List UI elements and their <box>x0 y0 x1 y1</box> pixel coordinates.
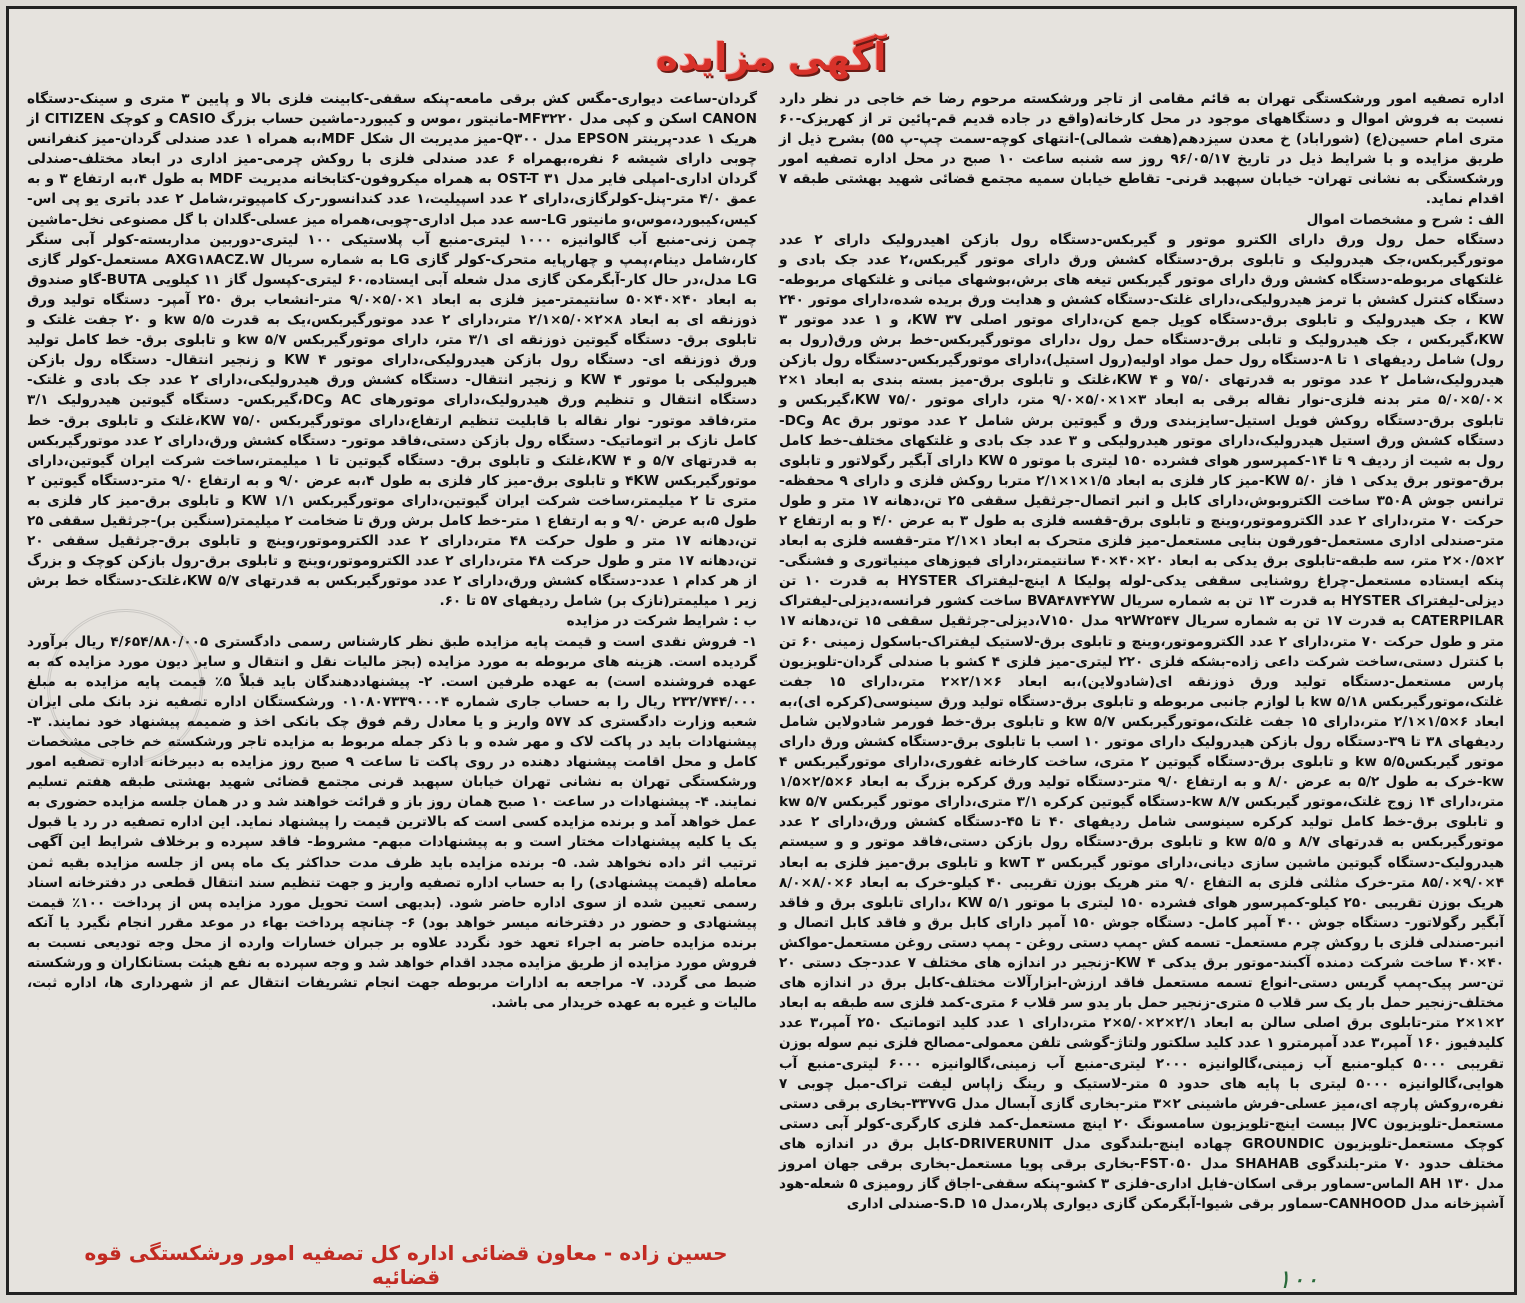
section-a-text-continued: گردان-ساعت دیواری-مگس کش برقی مامعه-پنکه سقفی-کابینت فلزی بالا و پایین ۳ متری و سینک-دستگاه CANON اسکن و کپی مدل MF۳۲۲۰-مانیتور ،موس و کیبورد-ماشین حساب بزرگ CASIO و کوچک CITIZEN از هریک ۱ عدد-پرینتر EPSON مدل Q۳۰۰-میز مدیریت ال شکل MDF،به همراه ۱ عدد صندلی گردان-میز کنفرانس چوبی دارای شیشه ۶ نفره،بهمراه ۶ عدد صندلی فلزی با روکش چرمی-میز اداری در ابعاد مختلف-صندلی گردان اداری-امپلی فایر مدل OST-T ۳۱ به همراه میکروفون-کتابخانه مدیریت MDF به طول ۴،به ارتفاع ۳ و به عمق ۴/۰ متر-پنل-کولرگازی،دارای ۲ عدد اسپیلیت،۱ عدد کندانسور-رک کامپیوتر،شامل ۲ عدد باتری یو پی اس-کیس،کیبورد،موس،و مانیتور LG-سه عدد مبل اداری-چوبی،همراه میز عسلی-گلدان با گل مصنوعی نخل-ماشین چمن زنی-منبع آب گالوانیزه ۱۰۰۰ لیتری-منبع آب پلاستیکی ۱۰۰ لیتری-دوربین مداربسته-کولر آبی سنگر کار،شامل دینام،پمپ و چهارپایه متحرک-کولر گازی LG به شماره سریال AXG۱۸ACZ.W مستعمل-کولر گازی LG مدل،در حال کار-آبگرمکن گازی مدل شعله آبی ایستاده،۶۰ لیتری-کپسول گاز ۱۱ کیلویی BUTA-گاو صندوق به ابعاد ۴۰×۴۰×۵۰ سانتیمتر-میز فلزی به ابعاد ۱×۵/۰×۹/۰ متر-انشعاب برق ۲۵۰ آمپر- دستگاه تولید ورق ذوزنقه ای به ابعاد ۸×۲×۵/۰×۲/۱ متر،دارای ۲ عدد موتورگیربکس،یک به قدرت kw ۵/۵ و ۲۰ جفت غلتک و تابلوی برق- دستگاه گیوتین ذوزنقه ای ۳/۱ متر، دارای موتورگیربکس kw ۵/۷ و تابلوی برق- خط کامل تولید ورق ذوزنقه ای- دستگاه رول بازکن هیدرولیکی،دارای موتور KW ۴ و زنجیر انتقال- دستگاه رول بازکن هیرولیکی با موتور ۴ KW و زنجیر انتقال- دستگاه کشش ورق هیدرولیکی،دارای ۲ عدد جک بادی و غلتک- دستگاه انتقال و تنظیم ورق هیدرولیک،دارای موتورهای AC وDC،گیربکس- دستگاه گیوتین هیدرولیک ۳/۱ متر،فاقد موتور- نوار نقاله با قابلیت تنظیم ارتفاع،دارای موتورگیربکس ۷۵/۰ KW،غلتک و تابلوی برق- خط کامل نازک بر اتوماتیک- دستگاه رول بازکن دستی،فاقد موتور- دستگاه کشش ورق،دارای ۲ عدد موتورگیربکس به قدرتهای ۵/۷ و ۴ KW،غلتک و تابلوی برق- دستگاه گیوتین تا ۱ میلیمتر،ساخت شرکت ایران گیوتین،دارای موتورگیربکس ۴KW و تابلوی برق-میز کار فلزی به طول ۴،به عرض ۹/۰ و به ارتفاع ۹/۰ متر-دستگاه گیوتین ۲ متری تا ۲ میلیمتر،ساخت شرکت ایران گیوتین،دارای موتورگیربکس ۱/۱ KW و تابلوی برق-میز کار فلزی به طول ۵،به عرض ۹/۰ و به ارتفاع ۱ متر-خط کامل برش ورق تا ضخامت ۲ میلیمتر(سنگین بر)-جرثقیل سقفی ۲۵ تن،دهانه ۱۷ متر و طول حرکت ۴۸ متر،دارای ۲ عدد الکتروموتور،وینچ و تابلوی برق-جرثقیل سقفی ۲۰ تن،دهانه ۱۷ متر و طول حرکت ۴۸ متر،دارای ۲ عدد الکتروموتور،وینچ و تابلوی برق-رول بازکن کوچک و بزرگ از هر کدام ۱ عدد-دستگاه کشش ورق،دارای ۲ عدد موتورگیربکس به قدرتهای ۵/۷ KW،غلتک-دستگاه خط برش زیر ۱ میلیمتر(نازک بر) شامل ردیفهای ۵۷ تا ۶۰. <box>27 91 758 610</box>
right-column <box>779 89 1504 1214</box>
notice-title: آگهی مزایده <box>655 35 887 79</box>
notice-title-banner <box>651 27 891 87</box>
section-b-heading: ب : شرایط شرکت در مزایده <box>566 613 757 630</box>
handwritten-mark: ۱۰۰ <box>1277 1265 1319 1295</box>
section-b-text: ۱- فروش نقدی است و قیمت پایه مزایده طبق نظر کارشناس رسمی دادگستری ۴/۶۵۴/۸۸۰/۰۰۵ ریال برآورد گردیده است. هزینه های مربوطه به مورد مزایده (بجز مالیات نقل و انتقال و سایر دیون مورد مزایده که به عهده فروشنده است) به عهده طرفین است. ۲- پیشنهاددهندگان باید قبلاً ۵٪ قیمت پایه مزایده به مبلغ ۲۳۲/۷۴۴/۰۰۰ ریال را به حساب جاری شماره ۰۱۰۸۰۷۳۳۹۰۰۰۴ ورشکستگان اداره تصفیه نزد بانک ملی ایران شعبه وزارت دادگستری کد ۵۷۷ واریز و یا معادل رقم فوق چک بانکی اخذ و ضمیمه پیشنهاد خود نمایند. ۳- پیشنهادات باید در پاکت لاک و مهر شده و با ذکر جمله مربوط به مزایده تاجر ورشکسته خم خاجی مشخصات کامل و محل اقامت پیشنهاد دهنده در روی پاکت تا ساعت ۹ صبح روز مزایده به دبیرخانه اداره تصفیه امور ورشکستگی تهران به نشانی تهران خیابان سپهبد قرنی مجتمع قضائی شهید بهشتی طبقه هفتم تسلیم نمایند. ۴- پیشنهادات در ساعت ۱۰ صبح همان روز باز و قرائت خواهند شد و در همان جلسه مزایده حضوری به عمل خواهد آمد و برنده مزایده کسی است که بالاترین قیمت را پیشنهاد نماید. این اداره تصفیه در رد یا قبول یک یا کلیه پیشنهادات مختار است و به پیشنهادات مبهم- مشروط- فاقد سپرده و برخلاف شرایط این آگهی ترتیب اثر داده نخواهد شد. ۵- برنده مزایده باید ظرف مدت حداکثر یک ماه پس از جلسه مزایده بقیه ثمن معامله (قیمت پیشنهادی) را به حساب اداره تصفیه واریز و جهت تنظیم سند انتقال قطعی در دفترخانه اسناد رسمی تعیین شده از سوی اداره حاضر شود. (بدیهی است تحویل مورد مزایده پس از پرداخت ۱۰۰٪ قیمت پیشنهادی و حضور در دفترخانه میسر خواهد بود) ۶- چنانچه پرداخت بهاء در موعد مقرر انجام نگیرد یا آنکه برنده مزایده حاضر به اجراء تعهد خود نگردد علاوه بر جبران خسارات وارده از محل وجه تودیعی نسبت به فروش مورد مزایده از طریق مزایده مجدد اقدام خواهد شد و وجه سپرده به نفع هیئت بستانکاران و ورشکسته ضبط می گردد. ۷- مراجعه به ادارات مربوطه جهت انجام تشریفات انتقال عم از شهرداری ها، اداره ثبت، مالیات و غیره به عهده خریدار می باشد. <box>27 633 758 1012</box>
signature-line: حسین زاده - معاون قضائی اداره کل تصفیه امور ورشکستگی قوه قضائیه <box>84 1241 728 1289</box>
section-a-text: دستگاه حمل رول ورق دارای الکترو موتور و گیربکس-دستگاه رول بازکن اهیدرولیک دارای ۲ عدد موتورگیربکس،جک هیدرولیک و تابلوی برق-دستگاه کشش ورق دارای موتور گیربکس،۲ عدد جک بادی و غلتکهای مربوطه-دستگاه کشش ورق دارای موتور گیربکس تیغه های برش،بوشهای میانی و غلتکهای مربوطه-دستگاه کنترل کشش با ترمز هیدرولیکی،دارای غلتک-دستگاه کشش و هدایت ورق بریده شده،دارای موتور ۲۴۰ KW ، جک هیدرولیک و تابلوی برق-دستگاه کویل جمع کن،دارای موتور اصلی ۳۷ KW، و ۱ عدد موتور ۳ KW،گیربکس ، جک هیدرولیک و تابلی برق-دستگاه حمل رول ،دارای موتورگیربکس-خط برش ورق(رول به رول) شامل ردیفهای ۱ تا ۸-دستگاه رول حمل مواد اولیه(رول استیل)،دارای موتورگیربکس-دستگاه رول بازکن هیدرولیک،شامل ۲ عدد موتور به قدرتهای ۷۵/۰ و ۴ KW،غلتک و تابلوی برق-میز بسته بندی به ابعاد ۱×۲ ×۵/۰×۵/۰ متر بدنه فلزی-نوار نقاله برقی به ابعاد ۳×۱×۵/۰×۹/۰ متر، دارای موتور ۷۵/۰ KW،گیربکس و تابلوی برق-دستگاه روکش فویل استیل-سایزبندی ورق و گیوتین برش شامل ۲ عدد موتور برق Ac وDC-دستگاه کشش ورق استیل هیدرولیک،دارای موتور هیدرولیکی و ۳ عدد جک بادی و غلتکهای مختلف-خط کامل رول به شیت از ردیف ۹ تا ۱۴-کمپرسور هوای فشرده ۱۵۰ لیتری با موتور ۵ KW دارای آبگیر رگولاتور و تابلوی برق-موتور برق یدکی ۱ فاز KW ۵/۰-میز کار فلزی به ابعاد ۱/۵×۱×۲/۱ متربا روکش فلزی و دارای ۹ محفظه-ترانس جوش ۳۵۰A ساخت الکتروبوش،دارای کابل و انبر اتصال-جرثقیل سقفی ۲۵ تن،دهانه ۱۷ متر و طول حرکت ۷۰ متر،دارای ۲ عدد الکتروموتور،وینچ و تابلوی برق-قفسه فلزی به طول ۳ به عرض ۴/۰ و به ارتفاع ۲ متر-صندلی اداری مستعمل-فورقون بنایی مستعمل-میز فلزی متحرک به ابعاد ۱×۲/۱ متر-قفسه فلزی به ابعاد ۲×۰/۵×۲ متر، سه طبقه-تابلوی برق یدکی به ابعاد ۲۰×۴۰×۴۰ سانتیمتر،دارای فیوزهای مینیاتوری و فشنگی-پنکه ایستاده مستعمل-چراغ روشنایی سقفی یدکی-لوله پولیکا ۸ اینچ-لیفتراک HYSTER به قدرت ۱۰ تن دیزلی-لیفتراک HYSTER به قدرت ۱۳ تن به شماره سریال BVA۴۸۷۴YW ساخت کشور فرانسه،دیزلی-لیفتراک CATERPILAR به قدرت ۱۷ تن به شماره سریال ۹۲W۲۵۴۷ مدل V۱۵۰،دیزلی-جرثقیل سقفی ۱۵ تن،دهانه ۱۷ متر و طول حرکت ۷۰ متر،دارای ۲ عدد الکتروموتور،وینچ و تابلوی برق-لاستیک لیفتراک-باسکول زمینی ۶۰ تن با کنترل دستی،ساخت شرکت داعی زاده-بشکه فلزی ۲۲۰ لیتری-میز فلزی ۴ کشو با صندلی گردان-تلویزیون پارس مستعمل-دستگاه تولید ورق ذوزنقه ای(شادولاین)،به ابعاد ۶×۲/۱×۲ متر،دارای ۱۵ جفت غلتک،موتورگیربکس ۵/۱۸ kw با لوازم جانبی مربوطه و تابلوی برق-دستگاه تولید ورق سینوسی(کرکره ای)،به ابعاد ۶×۱/۵×۲/۱ متر،دارای ۱۵ جفت غلتک،موتورگیربکس ۵/۷ kw و تابلوی برق-خط فورمر شادولاین شامل ردیفهای ۳۸ تا ۳۹-دستگاه رول بازکن هیدرولیک دارای موتور ۱۰ اسب با تابلوی برق-دستگاه کشش ورق دارای موتور گیربکس۵/۵ kw و تابلوی برق-دستگاه گیوتین ۲ متری، ساخت کارخانه غفوری،دارای موتورگیربکس ۴ kw-خرک به طول ۵/۲ به عرض ۸/۰ و به ارتفاع ۹/۰ متر-دستگاه تولید ورق کرکره بزرگ به ابعاد ۶×۲/۵×۱/۵ متر،دارای ۱۴ زوج غلتک،موتور گیربکس ۸/۷ kw-دستگاه گیوتین کرکره ۳/۱ متری،دارای موتور گیربکس ۵/۷ kw و تابلوی برق-خط کامل تولید کرکره سینوسی شامل ردیفهای ۴۰ تا ۴۵-دستگاه کشش ورق،دارای ۲ عدد موتورگیربکس به قدرتهای ۸/۷ و ۵/۵ kw و تابلوی برق-دستگاه رول بازکن دستی،فاقد موتور و و سیستم هیدرولیک-دستگاه گیوتین ماشین سازی دیانی،دارای موتور گیربکس ۳ kwT و تابلوی برق-میز فلزی به ابعاد ۴×۹/۰×۸۵/۰ متر-خرک مثلثی فلزی به التفاع ۹/۰ متر هریک بوزن تقریبی ۴۰ کیلو-خرک به ابعاد ۶×۸/۰×۸/۰ هریک بوزن تقریبی ۲۵۰ کیلو-کمپرسور هوای فشرده ۱۵۰ لیتری با موتور ۵/۱ KW ،دارای تابلوی برق و فاقد آبگیر رگولاتور- دستگاه جوش ۴۰۰ آمپر کامل- دستگاه جوش ۱۵۰ آمپر دارای کابل برق و فاقد کابل اتصال و انبر-صندلی فلزی با روکش چرم مستعمل- تسمه کش -پمپ دستی روغن - پمپ دستی روغن مستعمل-مواکش ۴۰×۴۰ ساخت شرکت دمنده آکبند-موتور برق یدکی ۴ KW-زنجیر در اندازه های مختلف ۷ عدد-جک دستی ۲۰ تن-سر پیک-پمپ گریس دستی-انواع تسمه مستعمل فاقد ارزش-ابزارآلات مختلف-کابل برق در اندازه های مختلف-زنجیر حمل بار یک سر قلاب ۵ متری-زنجیر حمل بار یدو سر قلاب ۶ متری-کمد فلزی سه طبقه به ابعاد ۲×۱×۲ متر-تابلوی برق اصلی سالن به ابعاد ۲/۱×۲×۵/۰×۲ متر،دارای ۱ عدد کلید اتوماتیک ۲۵۰ آمپر،۳ عدد کلیدفیوز ۱۶۰ آمپر،۳ عدد آمپرمترو ۱ عدد کلید سلکتور ولتاژ-گوشی تلفن معمولی-مصالح فلزی نیم سوله بوزن تقریبی ۵۰۰۰ کیلو-منبع آب زمینی،گالوانیزه ۲۰۰۰ لیتری-منبع آب زمینی،گالوانیزه ۶۰۰۰ لیتری-منبع آب هوایی،گالوانیزه ۵۰۰۰ لیتری با پایه های حدود ۵ متر-لاستیک و رینگ زاپاس لیفت تراک-مبل چوبی ۷ نفره،روکش پارچه ای،میز عسلی-فرش ماشینی ۲×۳ متر-بخاری گازی آبسال مدل ۳۳۷vG-بخاری برقی دستی مستعمل-تلویزیون JVC بیست اینچ-تلویزیون سامسونگ ۲۰ اینچ مستعمل-کمد فلزی کارگری-کولر آبی دستی کوچک مستعمل-تلویزیون GROUNDIC چهاده اینچ-بلندگوی مدل DRIVERUNIT-کابل برق در اندازه های مختلف حدود ۷۰ متر-بلندگوی SHAHAB مدل FST۰۵۰-بخاری برقی پویا مستعمل-بخاری برقی جهان امروز مدل AH ۱۳۰ الماس-سماور برقی اسکان-فایل اداری-فلزی ۳ کشو-پنکه سقفی-اجاق گاز رومیزی ۵ شعله-هود آشپزخانه مدل CANHOOD-سماور برقی شیوا-آبگرمکن گازی دیواری پلار،مدل S.D ۱۵-صندلی اداری <box>778 231 1505 1213</box>
notice-page <box>6 6 1517 1295</box>
intro-paragraph: اداره تصفیه امور ورشکستگی تهران به قائم مقامی از تاجر ورشکسته مرحوم رضا خم خاجی در نظر دارد نسبت به فروش اموال و دستگاههای موجود در محل کارخانه(واقع در جاده قدیم قم-پائین تر از کهریزک-۶۰ متری امام حسین(ع) (شوراباد) خ معدن سیزدهم(هفت شمالی)-انتهای کوچه-سمت چپ-پ ۵۵) بشرح ذیل از طریق مزایده و با شرایط ذیل در تاریخ ۹۶/۰۵/۱۷ روز سه شنبه ساعت ۱۰ صبح در محل اداره تصفیه امور ورشکستگی به نشانی تهران- خیابان سپهبد قرنی- تقاطع خیابان سمیه مجتمع قضائی شهید بهشتی طبقه ۷ اقدام نماید. <box>779 91 1505 208</box>
left-column <box>27 89 757 1013</box>
section-a-heading: الف : شرح و مشخصات اموال <box>1306 211 1504 228</box>
faded-stamp-watermark <box>47 609 203 765</box>
